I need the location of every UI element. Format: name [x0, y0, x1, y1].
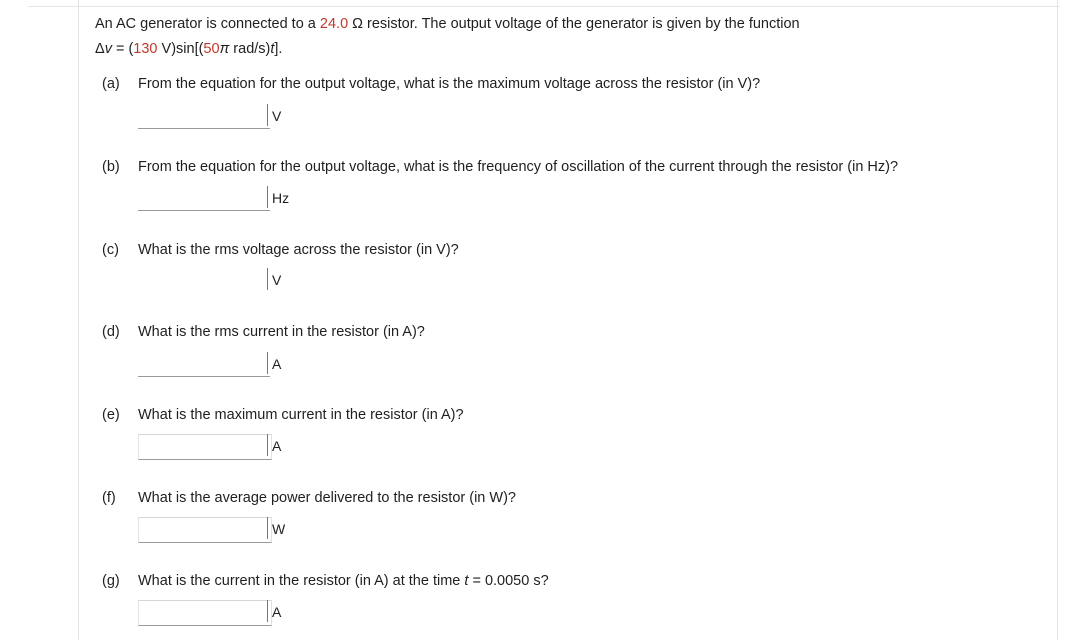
answer-input-a[interactable] [138, 104, 270, 129]
equation-text: rad/s) [229, 41, 271, 57]
intro-line-2 [95, 37, 800, 62]
question-g [102, 572, 549, 590]
variable-t: t [270, 41, 275, 57]
answer-input-b[interactable] [138, 186, 270, 211]
amplitude-value: 130 [133, 41, 158, 57]
question-letter: (g) [102, 573, 120, 589]
unit-label-f: W [267, 517, 285, 539]
question-text: What is the rms current in the resistor (in A)? [138, 324, 425, 340]
answer-input-e[interactable] [138, 434, 272, 460]
question-letter: (c) [102, 242, 119, 258]
unit-label-b: Hz [267, 186, 289, 208]
unit-label-e: A [267, 434, 281, 456]
question-f [102, 489, 516, 507]
unit-label-g: A [267, 600, 281, 622]
intro-text: Ω resistor. The output voltage of the generator is given by the function [348, 16, 800, 32]
question-d [102, 323, 425, 341]
question-letter: (a) [102, 76, 120, 92]
question-letter: (e) [102, 407, 120, 423]
question-text: From the equation for the output voltage, what is the maximum voltage across the resistor (in V)? [138, 76, 761, 92]
answer-input-d[interactable] [138, 352, 270, 377]
content-panel [78, 0, 1058, 640]
question-letter: (b) [102, 159, 120, 175]
question-c [102, 241, 459, 259]
question-text: What is the rms voltage across the resistor (in V)? [138, 242, 459, 258]
unit-label-a: V [267, 104, 281, 126]
problem-statement [95, 12, 800, 62]
unit-label-c: V [267, 268, 281, 290]
answer-input-g[interactable] [138, 600, 272, 626]
question-text: What is the average power delivered to the resistor (in W)? [138, 490, 516, 506]
unit-label-d: A [267, 352, 281, 374]
question-letter: (f) [102, 490, 116, 506]
equation-text: V)sin[( [157, 41, 204, 57]
question-text: What is the maximum current in the resistor (in A)? [138, 407, 464, 423]
question-text: From the equation for the output voltage, what is the frequency of oscillation of the current through the resistor (in Hz)? [138, 159, 899, 175]
question-text: = 0.0050 s? [468, 573, 549, 589]
question-a [102, 75, 760, 93]
question-e [102, 406, 464, 424]
question-b [102, 158, 898, 176]
equation-text: ]. [274, 41, 283, 57]
omega-value: 50 [203, 41, 220, 57]
question-text: What is the current in the resistor (in A) at the time [138, 573, 465, 589]
pi-symbol: π [219, 41, 230, 57]
answer-input-f[interactable] [138, 517, 272, 543]
resistance-value: 24.0 [319, 16, 349, 32]
question-letter: (d) [102, 324, 120, 340]
delta-symbol: Δ [95, 41, 105, 57]
equation-text: = ( [111, 41, 134, 57]
answer-input-c[interactable] [138, 268, 270, 293]
variable-t: t [464, 573, 469, 589]
variable-v: v [104, 41, 112, 57]
intro-line-1 [95, 12, 800, 37]
intro-text: An AC generator is connected to a [95, 16, 320, 32]
